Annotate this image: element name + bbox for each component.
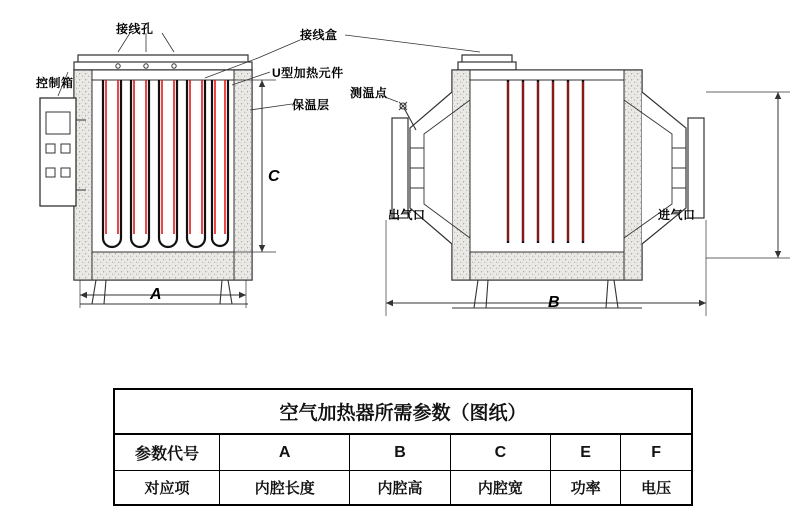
right-view-side-section <box>345 35 790 316</box>
cell-code-e: E <box>551 434 621 471</box>
label-u-type-heating-element: U型加热元件 <box>272 66 344 80</box>
cell-item-a: 内腔长度 <box>220 471 350 506</box>
leader-lines-right <box>345 35 480 52</box>
label-wiring-hole: 接线孔 <box>116 22 154 36</box>
junction-box-right <box>458 55 516 70</box>
dimension-label-b: B <box>548 294 560 311</box>
row-label-parameter-code: 参数代号 <box>114 434 220 471</box>
label-control-box: 控制箱 <box>36 76 74 90</box>
left-view-front-section <box>40 33 300 308</box>
support-feet-left <box>80 280 248 304</box>
cell-code-f: F <box>621 434 692 471</box>
label-insulation-layer: 保温层 <box>292 98 330 112</box>
label-junction-box: 接线盒 <box>300 28 338 42</box>
support-feet-right <box>452 280 642 308</box>
spec-table-title: 空气加热器所需参数（图纸） <box>114 389 692 434</box>
dimension-label-c: C <box>268 168 280 185</box>
table-row <box>114 471 692 506</box>
junction-box-left <box>74 55 252 70</box>
cell-item-c: 内腔宽 <box>450 471 550 506</box>
cell-item-f: 电压 <box>621 471 692 506</box>
cell-code-c: C <box>450 434 550 471</box>
label-air-outlet: 出气口 <box>388 208 426 222</box>
label-temp-measure-point: 测温点 <box>350 86 388 100</box>
cell-item-e: 功率 <box>551 471 621 506</box>
cell-code-b: B <box>350 434 450 471</box>
spec-table <box>113 388 693 506</box>
cell-item-b: 内腔高 <box>350 471 450 506</box>
dimension-label-a: A <box>150 286 162 303</box>
dimension-right-height <box>706 92 790 258</box>
table-row <box>114 434 692 471</box>
cell-code-a: A <box>220 434 350 471</box>
label-air-inlet: 进气口 <box>658 208 696 222</box>
row-label-corresponding-item: 对应项 <box>114 471 220 506</box>
spec-table-title-row <box>114 389 692 434</box>
